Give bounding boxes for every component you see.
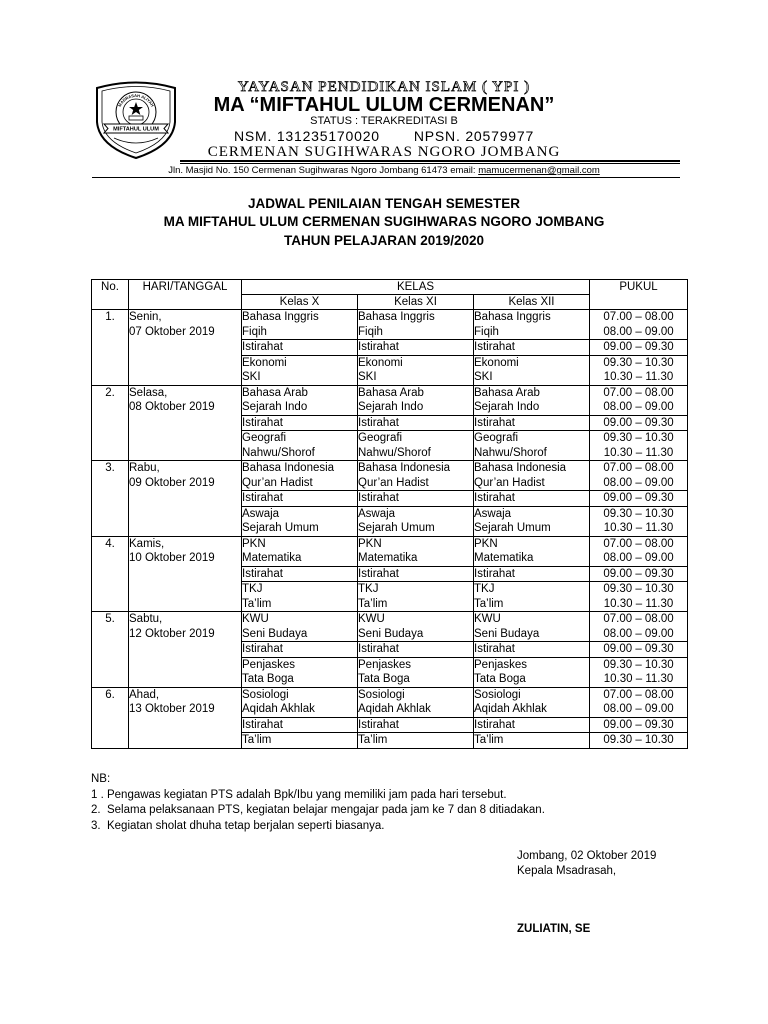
time-slot: 10.30 – 11.30 [603,673,674,685]
kelas-xi-cell [358,536,474,566]
kelas-x-cell [242,415,358,431]
day-date-cell [129,385,242,461]
subject-kelas-xi: Aqidah Akhlak [358,703,431,715]
school-name: MA “MIFTAHUL ULUM CERMENAN” [213,94,555,116]
subject-kelas-x: Penjaskes [242,658,296,671]
time-slot: 08.00 – 09.00 [603,627,674,640]
note-item: 2. Selama pelaksanaan PTS, kegiatan belajar mengajar pada jam ke 7 dan 8 ditiadakan. [91,804,545,816]
header-kelas-x: Kelas X [242,295,358,310]
day-name: Ahad, [129,688,160,701]
time-slot: 07.00 – 08.00 [603,311,674,323]
kelas-xii-cell [474,733,590,749]
time-slot: 09.30 – 10.30 [603,507,674,520]
time-slot: 09.00 – 09.30 [603,492,674,504]
subject-kelas-x: Istirahat [242,492,283,504]
day-number-cell [92,536,129,612]
header-hari-tanggal: HARI/TANGGAL [129,280,242,310]
kelas-xii-cell [474,340,590,356]
day-name: Sabtu, [129,613,163,625]
subject-kelas-xi: Sejarah Umum [358,522,435,534]
subject-kelas-xii: Seni Budaya [474,627,540,640]
kelas-x-cell [242,431,358,461]
day-date: 13 Oktober 2019 [129,703,215,715]
day-number-cell [92,310,129,386]
subject-kelas-xi: Matematika [358,552,418,564]
kelas-xi-cell [358,687,474,717]
schedule-row [92,385,688,415]
subject-kelas-xii: Istirahat [474,567,515,580]
subject-kelas-x: Qur’an Hadist [242,476,313,489]
kelas-x-cell [242,612,358,642]
subject-kelas-x: Seni Budaya [242,627,308,640]
subject-kelas-x: Sosiologi [242,688,289,701]
letterhead-rule [92,177,680,178]
time-slot: 09.30 – 10.30 [603,356,674,369]
kelas-xi-cell [358,431,474,461]
kelas-xi-cell [358,415,474,431]
kelas-xi-cell [358,612,474,642]
day-date: 08 Oktober 2019 [129,401,215,413]
kelas-xii-cell [474,657,590,687]
letterhead-double-rule [180,160,680,164]
schedule-row [92,536,688,566]
schedule-row [92,310,688,340]
pukul-cell [590,642,688,658]
time-slot: 09.00 – 09.30 [603,567,674,580]
kelas-x-cell [242,385,358,415]
pukul-cell [590,491,688,507]
subject-kelas-xi: Sejarah Indo [358,401,424,413]
note-item: 3. Kegiatan sholat dhuha tetap berjalan seperti biasanya. [91,819,385,832]
kelas-xi-cell [358,566,474,582]
subject-kelas-xii: Sejarah Indo [474,401,540,413]
header-no: No. [92,280,129,310]
subject-kelas-xii: Ta’lim [474,734,504,746]
time-slot: 10.30 – 11.30 [603,597,674,610]
subject-kelas-xii: Istirahat [474,643,515,655]
signature-position: Kepala Msadrasah, [517,865,617,877]
subject-kelas-xii: Fiqih [474,325,499,338]
notes-label: NB: [91,773,111,785]
kelas-x-cell [242,340,358,356]
kelas-xii-cell [474,355,590,385]
kelas-xii-cell [474,642,590,658]
subject-kelas-x: Nahwu/Shorof [242,446,315,459]
school-location: CERMENAN SUGIHWARAS NGORO JOMBANG [207,144,561,160]
subject-kelas-xii: SKI [474,371,493,383]
subject-kelas-xi: Tata Boga [358,673,410,685]
foundation-name: YAYASAN PENDIDIKAN ISLAM ( YPI ) [237,79,531,95]
pukul-cell [590,687,688,717]
kelas-xi-cell [358,355,474,385]
subject-kelas-xii: Geografi [474,432,519,444]
subject-kelas-xii: KWU [474,613,501,625]
time-slot: 09.00 – 09.30 [603,643,674,655]
subject-kelas-x: Matematika [242,552,302,564]
day-date-cell [129,310,242,386]
kelas-xii-cell [474,582,590,612]
header-row [92,280,688,295]
kelas-xii-cell [474,415,590,431]
time-slot: 10.30 – 11.30 [603,522,674,534]
kelas-x-cell [242,491,358,507]
day-number-cell [92,612,129,688]
kelas-x-cell [242,310,358,340]
time-slot: 09.00 – 09.30 [603,416,674,429]
kelas-xi-cell [358,491,474,507]
time-slot: 07.00 – 08.00 [603,688,674,701]
signature-block [517,849,656,879]
subject-kelas-xii: PKN [474,537,498,550]
subject-kelas-x: Tata Boga [242,673,294,685]
subject-kelas-x: Bahasa Inggris [242,311,319,323]
schedule-row [92,612,688,642]
kelas-xi-cell [358,733,474,749]
day-date-cell [129,687,242,748]
day-number: 1. [105,311,115,323]
time-slot: 07.00 – 08.00 [603,386,674,399]
subject-kelas-xii: Sosiologi [474,688,521,701]
subject-kelas-xii: TKJ [474,583,495,595]
subject-kelas-xi: KWU [358,613,385,625]
day-date: 10 Oktober 2019 [129,552,215,564]
subject-kelas-xii: Penjaskes [474,658,528,671]
subject-kelas-x: Sejarah Umum [242,522,319,534]
kelas-xi-cell [358,385,474,415]
day-number: 3. [105,462,115,474]
subject-kelas-xii: Bahasa Indonesia [474,462,567,474]
subject-kelas-x: Istirahat [242,341,283,353]
kelas-x-cell [242,733,358,749]
subject-kelas-xii: Aswaja [474,507,512,520]
header-kelas-xii: Kelas XII [474,295,590,310]
time-slot: 07.00 – 08.00 [603,613,674,625]
academic-year: TAHUN PELAJARAN 2019/2020 [283,233,485,248]
subject-kelas-xii: Istirahat [474,416,515,429]
schedule-row [92,687,688,717]
kelas-xii-cell [474,461,590,491]
kelas-xi-cell [358,582,474,612]
kelas-xii-cell [474,310,590,340]
pukul-cell [590,733,688,749]
subject-kelas-x: Istirahat [242,567,283,580]
subject-kelas-xii: Bahasa Arab [474,386,540,399]
subject-kelas-x: TKJ [242,583,263,595]
subject-kelas-xii: Istirahat [474,718,515,731]
kelas-x-cell [242,355,358,385]
pukul-cell [590,536,688,566]
signatory-name: ZULIATIN, SE [517,923,591,935]
time-slot: 09.00 – 09.30 [603,341,674,353]
notes-section [91,772,545,834]
pukul-cell [590,717,688,733]
kelas-x-cell [242,657,358,687]
kelas-x-cell [242,506,358,536]
pukul-cell [590,506,688,536]
time-slot: 10.30 – 11.30 [603,371,674,383]
time-slot: 09.30 – 10.30 [603,658,674,671]
time-slot: 08.00 – 09.00 [603,401,674,413]
subject-kelas-xii: Istirahat [474,492,515,504]
kelas-xi-cell [358,717,474,733]
kelas-xii-cell [474,506,590,536]
time-slot: 08.00 – 09.00 [603,476,674,489]
subject-kelas-xii: Matematika [474,552,534,564]
kelas-x-cell [242,717,358,733]
subject-kelas-x: Istirahat [242,416,283,429]
subject-kelas-xi: TKJ [358,583,379,595]
day-name: Selasa, [129,386,168,399]
accreditation-status: STATUS : TERAKREDITASI B [310,115,458,127]
kelas-xii-cell [474,717,590,733]
schedule-row [92,461,688,491]
day-number: 4. [105,537,115,550]
logo-top-textpath: MADRASAH ALIYAH [116,92,156,108]
table-body [92,310,688,749]
time-slot: 07.00 – 08.00 [603,462,674,474]
pukul-cell [590,566,688,582]
kelas-xii-cell [474,385,590,415]
pukul-cell [590,385,688,415]
subject-kelas-xi: Qur’an Hadist [358,476,429,489]
day-number-cell [92,385,129,461]
email-link[interactable]: mamucermenan@gmail.com [478,165,600,176]
subject-kelas-xii: Istirahat [474,341,515,353]
pukul-cell [590,431,688,461]
logo-ribbon-text: MIFTAHUL ULUM [113,126,159,133]
subject-kelas-x: Bahasa Arab [242,386,308,399]
subject-kelas-xi: PKN [358,537,382,550]
subject-kelas-xi: Bahasa Indonesia [358,462,451,474]
pukul-cell [590,355,688,385]
subject-kelas-x: Fiqih [242,325,267,338]
subject-kelas-xi: Aswaja [358,507,396,520]
school-address [0,165,768,176]
subject-kelas-x: Istirahat [242,718,283,731]
subject-kelas-x: Bahasa Indonesia [242,462,335,474]
kelas-xi-cell [358,657,474,687]
kelas-xii-cell [474,566,590,582]
subject-kelas-xii: Tata Boga [474,673,526,685]
time-slot: 08.00 – 09.00 [603,552,674,564]
subject-kelas-xi: Istirahat [358,416,399,429]
kelas-xii-cell [474,612,590,642]
kelas-xi-cell [358,506,474,536]
day-number: 6. [105,688,115,701]
subject-kelas-xi: Istirahat [358,567,399,580]
time-slot: 09.30 – 10.30 [603,583,674,595]
day-name: Senin, [129,311,162,323]
note-item: 1 . Pengawas kegiatan PTS adalah Bpk/Ibu yang memiliki jam pada hari tersebut. [91,788,507,801]
day-date-cell [129,536,242,612]
kelas-xi-cell [358,310,474,340]
subject-kelas-xii: Sejarah Umum [474,522,551,534]
header-kelas: KELAS [242,280,590,295]
kelas-x-cell [242,566,358,582]
subject-kelas-x: PKN [242,537,266,550]
subject-kelas-xii: Aqidah Akhlak [474,703,547,715]
subject-kelas-xi: Istirahat [358,492,399,504]
subject-kelas-x: Aqidah Akhlak [242,703,315,715]
subject-kelas-x: Ta’lim [242,597,272,610]
nsm-number: NSM. 131235170020 [233,128,380,144]
subject-kelas-xi: Ekonomi [358,356,403,369]
pukul-cell [590,310,688,340]
subject-kelas-x: Istirahat [242,643,283,655]
time-slot: 07.00 – 08.00 [603,537,674,550]
npsn-number: NPSN. 20579977 [413,128,535,144]
subject-kelas-x: Ekonomi [242,356,287,369]
pukul-cell [590,340,688,356]
kelas-xi-cell [358,642,474,658]
header-pukul: PUKUL [590,280,688,310]
subject-kelas-xi: Bahasa Arab [358,386,424,399]
kelas-xi-cell [358,340,474,356]
day-date: 09 Oktober 2019 [129,476,215,489]
subject-kelas-xi: Ta’lim [358,734,388,746]
pukul-cell [590,657,688,687]
subject-kelas-xi: Fiqih [358,325,383,338]
day-number-cell [92,461,129,537]
subject-kelas-xi: Seni Budaya [358,627,424,640]
pukul-cell [590,461,688,491]
exam-schedule-table [91,279,688,749]
subject-kelas-xi: Bahasa Inggris [358,311,435,323]
time-slot: 10.30 – 11.30 [603,446,674,459]
day-number-cell [92,687,129,748]
kelas-x-cell [242,642,358,658]
subject-kelas-xii: Ta’lim [474,597,504,610]
subject-kelas-xi: Sosiologi [358,688,405,701]
subject-kelas-x: Geografi [242,432,287,444]
day-date-cell [129,461,242,537]
kelas-xii-cell [474,491,590,507]
kelas-x-cell [242,461,358,491]
subject-kelas-xii: Ekonomi [474,356,519,369]
subject-kelas-xii: Qur’an Hadist [474,476,545,489]
day-name: Rabu, [129,462,160,474]
subject-kelas-xii: Nahwu/Shorof [474,446,547,459]
kelas-x-cell [242,582,358,612]
time-slot: 08.00 – 09.00 [603,325,674,338]
subject-kelas-xi: Penjaskes [358,658,412,671]
table-header [92,280,688,310]
day-date: 12 Oktober 2019 [129,627,215,640]
kelas-x-cell [242,536,358,566]
time-slot: 09.00 – 09.30 [603,718,674,731]
subject-kelas-xi: Istirahat [358,643,399,655]
subject-kelas-xi: Geografi [358,432,403,444]
subject-kelas-xi: Ta’lim [358,597,388,610]
registration-numbers [0,126,768,144]
day-number: 2. [105,386,115,399]
kelas-xi-cell [358,461,474,491]
document-title: JADWAL PENILAIAN TENGAH SEMESTER [247,196,521,211]
subject-kelas-xi: Nahwu/Shorof [358,446,431,459]
header-kelas-xi: Kelas XI [358,295,474,310]
signature-place-date: Jombang, 02 Oktober 2019 [517,850,657,862]
time-slot: 08.00 – 09.00 [603,703,674,715]
day-date-cell [129,612,242,688]
kelas-xii-cell [474,536,590,566]
pukul-cell [590,582,688,612]
subject-kelas-xi: SKI [358,371,377,383]
subject-kelas-x: Aswaja [242,507,280,520]
pukul-cell [590,612,688,642]
time-slot: 09.30 – 10.30 [603,734,674,746]
pukul-cell [590,415,688,431]
kelas-x-cell [242,687,358,717]
time-slot: 09.30 – 10.30 [603,432,674,444]
subject-kelas-x: SKI [242,371,261,383]
day-date: 07 Oktober 2019 [129,325,215,338]
subject-kelas-x: KWU [242,613,269,625]
document-subtitle: MA MIFTAHUL ULUM CERMENAN SUGIHWARAS NGORO JOMBANG [163,214,605,229]
day-number: 5. [105,613,115,625]
subject-kelas-x: Ta’lim [242,734,272,746]
day-name: Kamis, [129,537,165,550]
subject-kelas-xii: Bahasa Inggris [474,311,551,323]
kelas-xii-cell [474,431,590,461]
subject-kelas-xi: Istirahat [358,341,399,353]
subject-kelas-x: Sejarah Indo [242,401,308,413]
address-text: Jln. Masjid No. 150 Cermenan Sugihwaras Ngoro Jombang 61473 email: [168,165,479,176]
subject-kelas-xi: Istirahat [358,718,399,731]
kelas-xii-cell [474,687,590,717]
